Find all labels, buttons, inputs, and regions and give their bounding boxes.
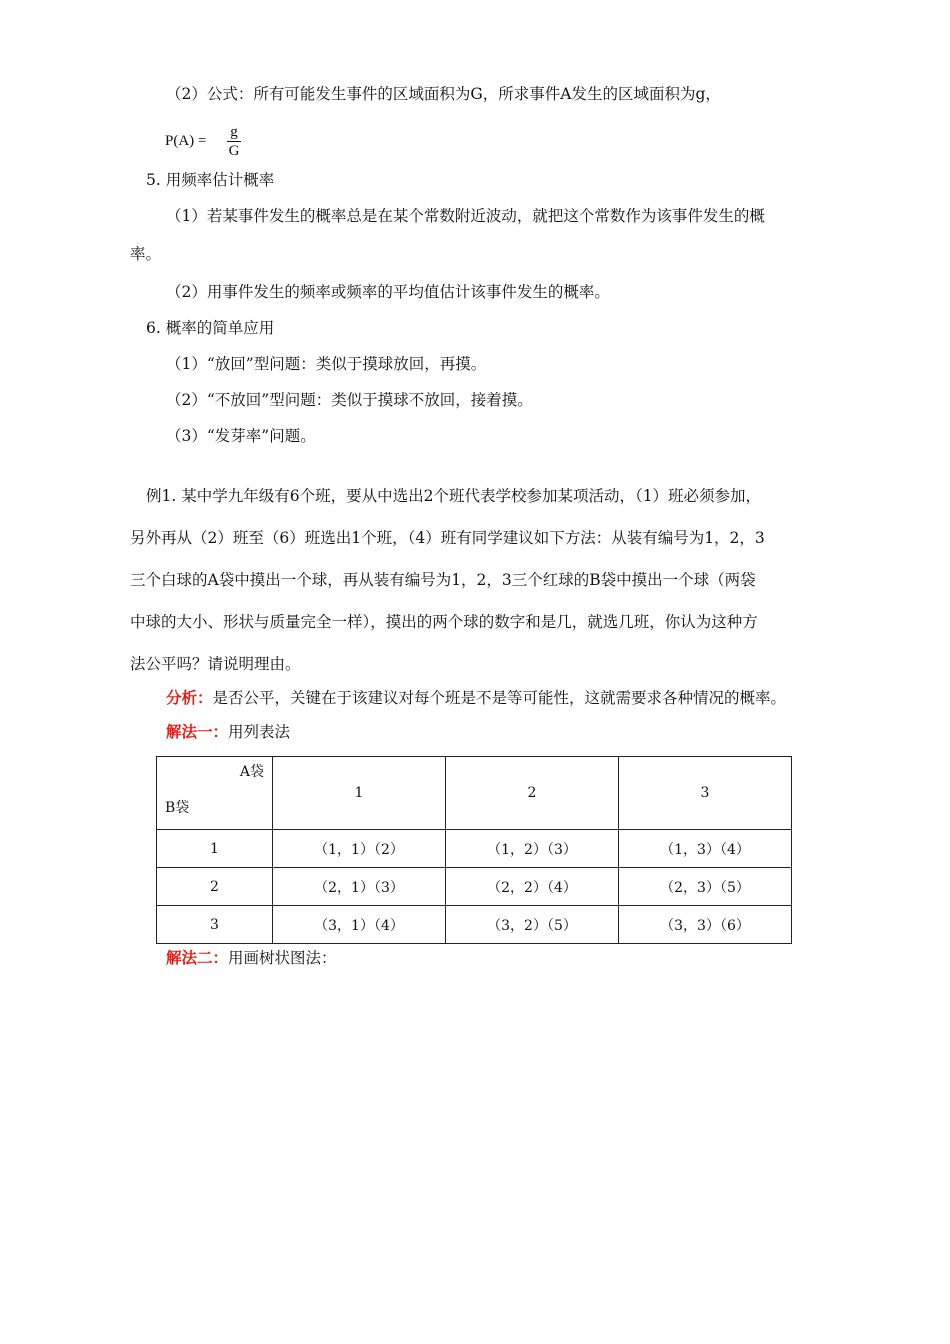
section-5-item-2: （2）用事件发生的频率或频率的平均值估计该事件发生的概率。 <box>166 283 610 301</box>
column-header: 1 <box>273 757 446 830</box>
corner-label-a: A袋 <box>239 764 264 780</box>
section-5-heading: 5. 用频率估计概率 <box>146 171 275 189</box>
table-header-row <box>157 757 792 830</box>
section-5-item-1-line-1: （1）若某事件发生的概率总是在某个常数附近波动，就把这个常数作为该事件发生的概 <box>166 207 765 225</box>
corner-label-b: B袋 <box>165 800 190 816</box>
table-row <box>157 906 792 944</box>
solution-1-heading <box>166 722 290 742</box>
solution-1-label: 解法一： <box>166 722 229 741</box>
table-cell: （1，2）（3） <box>446 830 619 868</box>
formula-numerator: g <box>230 124 238 140</box>
table-cell: （3，2）（5） <box>446 906 619 944</box>
outcome-table <box>156 756 792 944</box>
example-1-line-5: 法公平吗？请说明理由。 <box>130 655 301 673</box>
table-corner-cell <box>157 757 273 830</box>
section-6-item-2: （2）“不放回”型问题：类似于摸球不放回，接着摸。 <box>166 391 533 409</box>
example-1-line-2: 另外再从（2）班至（6）班选出1个班，（4）班有同学建议如下方法：从装有编号为1，2，3 <box>130 529 765 547</box>
solution-2-text: 用画树状图法： <box>228 949 337 967</box>
table-cell: （1，1）（2） <box>273 830 446 868</box>
analysis-label: 分析： <box>166 688 213 707</box>
example-1-line-4: 中球的大小、形状与质量完全一样），摸出的两个球的数字和是几，就选几班，你认为这种方 <box>130 613 758 631</box>
formula-fraction <box>227 124 241 159</box>
table-cell: （3，1）（4） <box>273 906 446 944</box>
analysis-text: 是否公平，关键在于该建议对每个班是不是等可能性，这就需要求各种情况的概率。 <box>212 689 787 707</box>
table-row <box>157 868 792 906</box>
row-header: 3 <box>157 906 273 944</box>
solution-2-label: 解法二： <box>166 948 229 967</box>
analysis-paragraph <box>166 688 786 708</box>
section-6-heading: 6. 概率的简单应用 <box>146 319 275 337</box>
table-cell: （2，2）（4） <box>446 868 619 906</box>
section-6-item-1: （1）“放回”型问题：类似于摸球放回，再摸。 <box>166 355 487 373</box>
row-header: 2 <box>157 868 273 906</box>
table-cell: （2，3）（5） <box>619 868 792 906</box>
solution-1-text: 用列表法 <box>228 723 291 741</box>
example-1-line-3: 三个白球的A袋中摸出一个球，再从装有编号为1，2，3三个红球的B袋中摸出一个球（两袋 <box>130 571 756 589</box>
example-1-line-1: 例1. 某中学九年级有6个班，要从中选出2个班代表学校参加某项活动，（1）班必须参加， <box>146 487 762 505</box>
row-header: 1 <box>157 830 273 868</box>
table-cell: （1，3）（4） <box>619 830 792 868</box>
section-6-item-3: （3）“发芽率”问题。 <box>166 427 316 445</box>
column-header: 3 <box>619 757 792 830</box>
fraction-bar <box>227 141 241 142</box>
table-cell: （2，1）（3） <box>273 868 446 906</box>
formula-description-line: （2）公式：所有可能发生事件的区域面积为G，所求事件A发生的区域面积为g， <box>166 85 721 103</box>
section-5-item-1-line-2: 率。 <box>130 245 162 263</box>
column-header: 2 <box>446 757 619 830</box>
formula-lhs: P(A) = <box>165 133 207 149</box>
table-cell: （3，3）（6） <box>619 906 792 944</box>
solution-2-heading <box>166 948 337 968</box>
formula-denominator: G <box>228 143 240 159</box>
table-row <box>157 830 792 868</box>
